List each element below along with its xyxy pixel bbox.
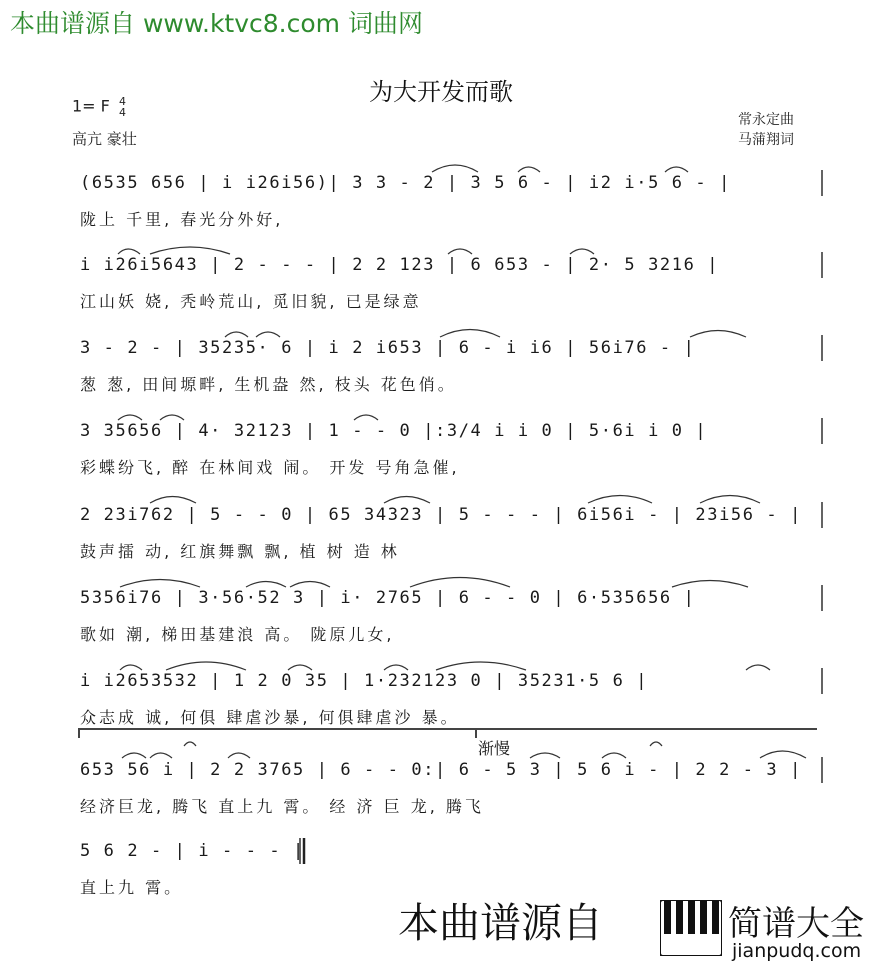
tempo-mark: 渐慢	[478, 739, 511, 758]
slur-arc	[570, 249, 594, 254]
notation-line: 3 35656 | 4· 32123 | 1 - - 0 |:3/4 i i 0 | 5·6i i 0 |	[80, 421, 708, 441]
notation-line: i i2653532 | 1 2 0 35 | 1·232123 0 | 35231·5 6 |	[80, 671, 649, 691]
footer-source-text: 本曲谱源自	[398, 899, 603, 947]
notation-line: (6535 656 | i i26i56)| 3 3 - 2 | 3 5 6 - | i2 i·5 6 - |	[80, 173, 731, 193]
lyricist-credit: 马蒲翔词	[738, 132, 794, 148]
lyric-line: 经济巨龙, 腾飞 直上九 霄。 经 济 巨 龙, 腾飞	[80, 797, 484, 816]
slur-arc	[246, 582, 286, 588]
top-watermark: 本曲谱源自 www.ktvc8.com 词曲网	[10, 9, 423, 38]
notation-line: 5356i76 | 3·56·52 3 | i· 2765 | 6 - - 0 | 6·535656 |	[80, 588, 696, 608]
slur-arc	[432, 165, 478, 172]
lyric-line: 鼓声擂 动, 红旗舞飘 飘, 植 树 造 林	[80, 542, 400, 561]
slur-arc	[150, 753, 172, 758]
piano-keys-icon	[660, 900, 722, 956]
slur-arc	[120, 665, 142, 670]
slur-arc	[120, 580, 200, 588]
slur-arc	[448, 249, 472, 254]
slur-arc	[384, 665, 408, 670]
slur-arc	[672, 581, 748, 588]
slur-arc	[228, 753, 250, 758]
lyric-line: 歌如 潮, 梯田基建浪 高。 陇原儿女,	[80, 625, 395, 644]
slur-arc	[602, 753, 626, 758]
slur-arc	[160, 415, 184, 420]
fermata-icon	[650, 742, 662, 746]
slur-arc	[354, 415, 378, 420]
slur-arc	[436, 662, 526, 670]
slur-arc	[122, 753, 146, 758]
lyric-line: 直上九 霄。	[80, 878, 184, 897]
lyric-line: 葱 葱, 田间塬畔, 生机盎 然, 枝头 花色俏。	[80, 375, 457, 394]
composer-credit: 常永定曲	[738, 112, 794, 128]
lyric-line: 众志成 诚, 何俱 肆虐沙暴, 何俱肆虐沙 暴。	[80, 708, 460, 727]
slur-arc	[518, 167, 540, 172]
lyric-line: 江山妖 娆, 秃岭荒山, 觅旧貌, 已是绿意	[80, 292, 422, 311]
slur-arc	[440, 330, 500, 338]
slur-arc	[150, 247, 230, 254]
slur-arc	[118, 415, 142, 420]
notation-line: 653 56 i | 2 2 3765 | 6 - - 0:| 6 - 5 3 | 5 6 i - | 2 2 - 3 |	[80, 760, 802, 780]
slur-arc	[588, 496, 652, 504]
slur-arc	[700, 496, 760, 504]
slur-arc	[225, 332, 248, 337]
lyric-line: 彩蝶纷飞, 醉 在林间戏 闹。 开发 号角急催,	[80, 458, 460, 477]
slur-arc	[410, 578, 510, 588]
expression-mark: 高亢 豪壮	[72, 130, 137, 148]
slur-arc	[690, 331, 746, 338]
footer-brand: 简谱大全	[728, 904, 864, 944]
key-label: 1= F	[72, 96, 110, 116]
slur-arc	[150, 497, 196, 504]
time-unit: 4	[118, 106, 126, 119]
slur-arc	[530, 753, 560, 758]
slur-arc	[166, 662, 246, 670]
slur-arc	[118, 249, 140, 254]
notation-line: 5 6 2 - | i - - - |	[80, 841, 305, 861]
fermata-icon	[184, 742, 196, 746]
notation-line: 2 23i762 | 5 - - 0 | 65 34323 | 5 - - - | 6i56i - | 23i56 - |	[80, 505, 802, 525]
slur-arc	[288, 665, 312, 670]
slur-arc	[760, 751, 806, 758]
slur-arc	[384, 497, 430, 504]
slur-arc	[665, 167, 688, 172]
slur-arc	[256, 332, 280, 337]
lyric-line: 陇上 千里, 春光分外好,	[80, 210, 284, 229]
footer-url: jianpudq.com	[732, 940, 862, 962]
time-beats: 4	[118, 95, 126, 108]
song-title: 为大开发而歌	[369, 78, 513, 106]
notation-line: 3 - 2 - | 35235· 6 | i 2 i653 | 6 - i i6 | 56i76 - |	[80, 338, 696, 358]
notation-line: i i26i5643 | 2 - - - | 2 2 123 | 6 653 - | 2· 5 3216 |	[80, 255, 720, 275]
slur-arc	[290, 582, 330, 588]
slur-arc	[746, 665, 770, 670]
